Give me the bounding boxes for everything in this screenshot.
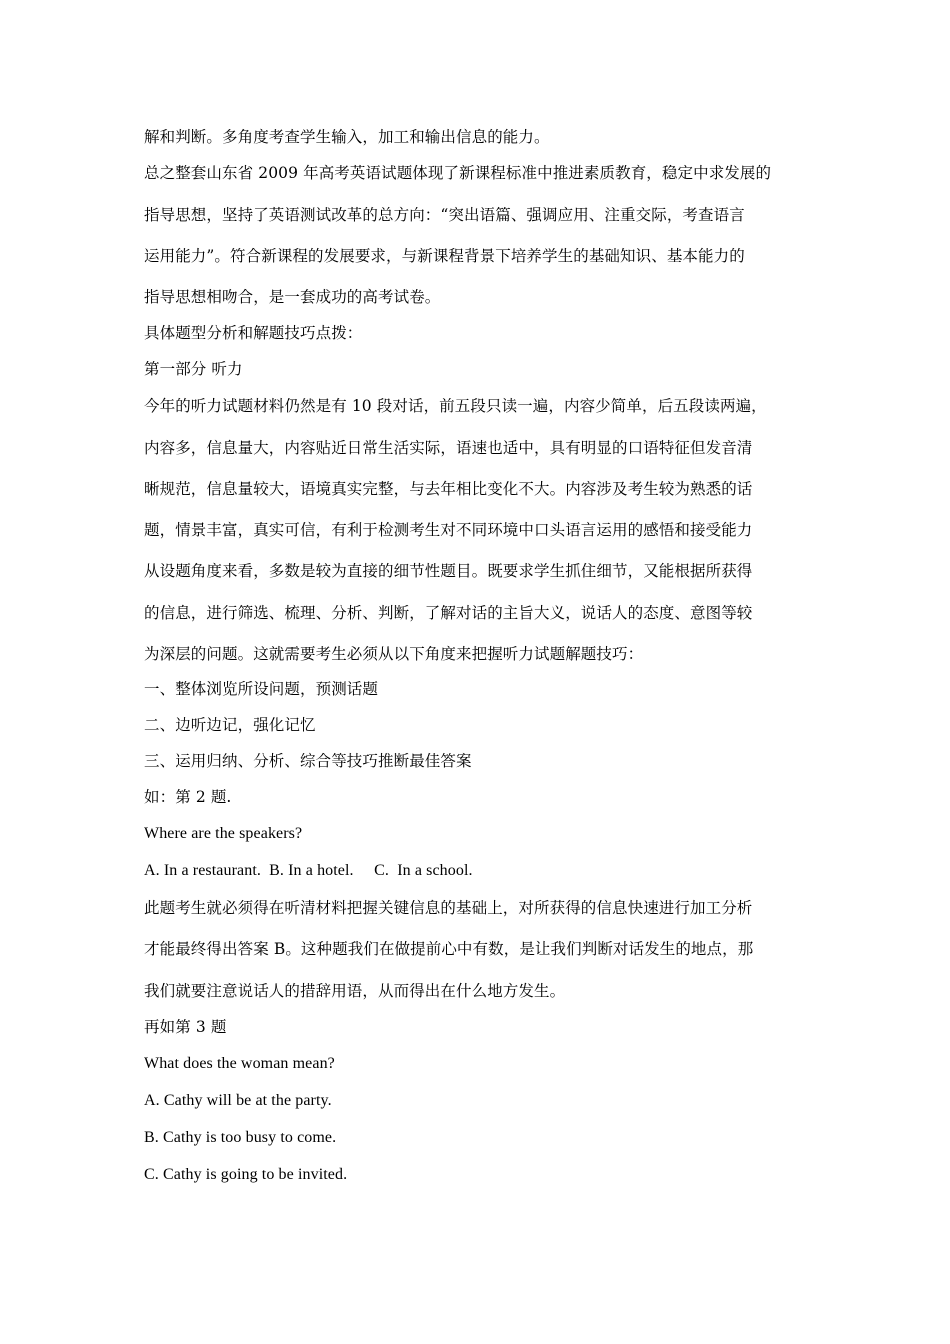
text-line: 指导思想相吻合，是一套成功的高考试卷。 [144, 288, 441, 306]
text-line: 才能最终得出答案 B。这种题我们在做提前心中有数，是让我们判断对话发生的地点，那 [144, 940, 754, 958]
list-item: 一、整体浏览所设问题，预测话题 [144, 680, 379, 698]
list-item: 三、运用归纳、分析、综合等技巧推断最佳答案 [144, 752, 472, 770]
text-line: 内容多，信息量大，内容贴近日常生活实际，语速也适中，具有明显的口语特征但发音清 [144, 439, 753, 457]
text-line: 今年的听力试题材料仍然是有 10 段对话，前五段只读一遍，内容少简单，后五段读两遍， [144, 397, 767, 415]
section-heading: 具体题型分析和解题技巧点拨： [144, 324, 363, 342]
text-line: 晰规范，信息量较大，语境真实完整，与去年相比变化不大。内容涉及考生较为熟悉的话 [144, 480, 753, 498]
text-line: 运用能力”。符合新课程的发展要求，与新课程背景下培养学生的基础知识、基本能力的 [144, 247, 745, 265]
text-line: 题，情景丰富，真实可信，有利于检测考生对不同环境中口头语言运用的感悟和接受能力 [144, 521, 753, 539]
list-item: 二、边听边记，强化记忆 [144, 716, 316, 734]
answer-options: A. In a restaurant. B. In a hotel. C. In a school. [144, 862, 473, 879]
answer-option: B. Cathy is too busy to come. [144, 1129, 337, 1146]
text-line: 为深层的问题。这就需要考生必须从以下角度来把握听力试题解题技巧： [144, 645, 644, 663]
text-line: 指导思想，坚持了英语测试改革的总方向：“突出语篇、强调应用、注重交际，考查语言 [144, 206, 745, 224]
answer-option: C. Cathy is going to be invited. [144, 1166, 348, 1183]
section-heading: 第一部分 听力 [144, 360, 243, 378]
text-line: 解和判断。多角度考查学生输入，加工和输出信息的能力。 [144, 128, 550, 146]
text-line: 再如第 3 题 [144, 1018, 227, 1036]
question-text: Where are the speakers? [144, 825, 303, 842]
question-text: What does the woman mean? [144, 1055, 335, 1072]
answer-option: A. Cathy will be at the party. [144, 1092, 332, 1109]
text-line: 从设题角度来看，多数是较为直接的细节性题目。既要求学生抓住细节，又能根据所获得 [144, 562, 753, 580]
text-line: 总之整套山东省 2009 年高考英语试题体现了新课程标准中推进素质教育，稳定中求发展的 [144, 164, 772, 182]
text-line: 如：第 2 题. [144, 788, 232, 806]
text-line: 我们就要注意说话人的措辞用语，从而得出在什么地方发生。 [144, 982, 566, 1000]
text-line: 此题考生就必须得在听清材料把握关键信息的基础上，对所获得的信息快速进行加工分析 [144, 899, 753, 917]
text-line: 的信息，进行筛选、梳理、分析、判断，了解对话的主旨大义，说话人的态度、意图等较 [144, 604, 753, 622]
